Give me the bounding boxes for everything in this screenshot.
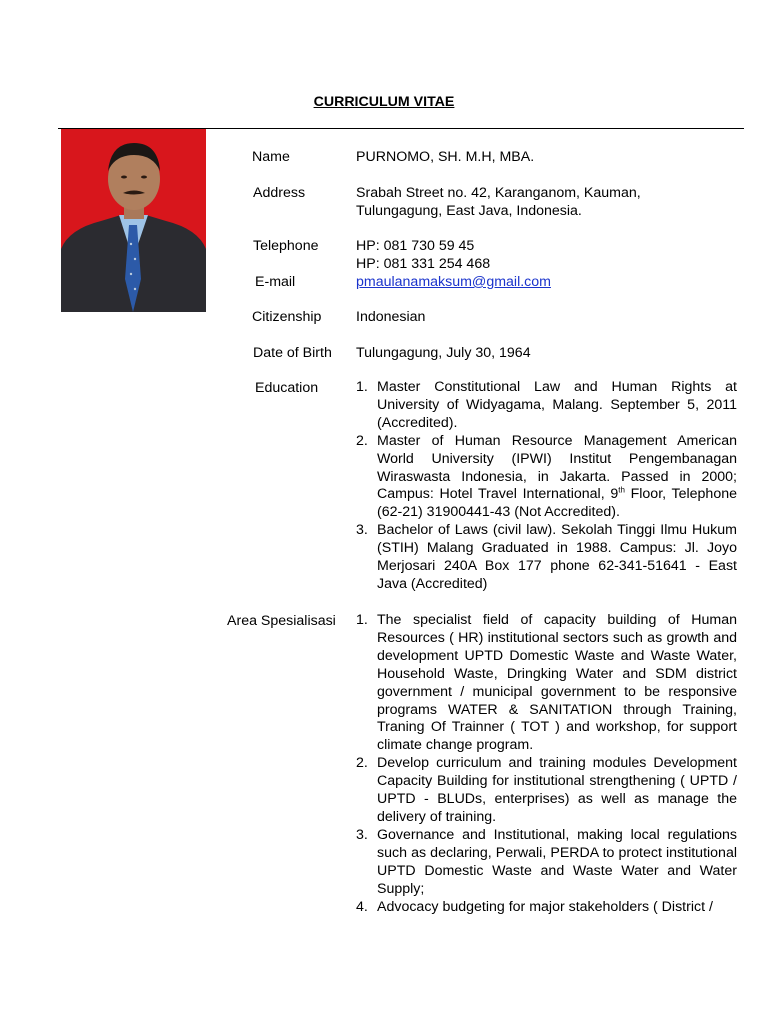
specialization-item-text: Governance and Institutional, making local regulations such as declaring, Perwali, PERDA to protect institutional UPTD Domestic Waste and Waste Water and Water Supply;	[377, 826, 737, 897]
specialization-item	[356, 612, 737, 755]
list-number: 4.	[356, 898, 368, 915]
specialization-list	[356, 612, 737, 916]
education-item	[356, 522, 737, 594]
dob-value: Tulungagung, July 30, 1964	[356, 345, 531, 361]
superscript: th	[618, 485, 625, 495]
document-title: CURRICULUM VITAE	[313, 94, 455, 110]
specialization-item-text: The specialist field of capacity building of Human Resources ( HR) institutional sectors such as growth and development UPTD Domestic Waste and Waste Water, Household Waste, Dringking Water and SDM district government / municipal government to be responsive programs WATER & SANITATION through Training, Traning Of Trainner ( TOT ) and workshop, for support climate change program.	[377, 612, 737, 754]
specialization-item	[356, 827, 737, 899]
name-label: Name	[252, 149, 290, 165]
address-line-2: Tulungagung, East Java, Indonesia.	[356, 203, 582, 219]
education-label: Education	[255, 380, 319, 396]
name-value: PURNOMO, SH. M.H, MBA.	[356, 149, 535, 165]
address-label: Address	[253, 185, 306, 201]
specialization-item	[356, 755, 737, 827]
email-label: E-mail	[255, 274, 296, 290]
specialization-item	[356, 899, 737, 917]
email-link[interactable]: pmaulanamaksum@gmail.com	[356, 274, 551, 290]
specialization-item-text: Advocacy budgeting for major stakeholders ( District /	[377, 898, 713, 915]
education-item-text: Master Constitutional Law and Human Rights at University of Widyagama, Malang. September 5, 2011 (Accredited).	[377, 379, 737, 431]
list-number: 3.	[356, 826, 368, 843]
person-portrait-icon	[61, 129, 206, 312]
education-item-text-cont: Floor, Telephone (62-21) 31900441-43 (Not Accredited).	[377, 486, 737, 521]
education-item	[356, 433, 737, 523]
profile-photo	[61, 129, 206, 312]
telephone-line-1: HP: 081 730 59 45	[356, 238, 475, 254]
list-number: 2.	[356, 755, 368, 772]
citizenship-value: Indonesian	[356, 309, 426, 325]
specialization-item-text: Develop curriculum and training modules Development Capacity Building for institutional strengthening ( UPTD / UPTD - BLUDs, enterprises) as well as manage the delivery of training.	[377, 755, 737, 825]
citizenship-label: Citizenship	[252, 309, 322, 325]
telephone-label: Telephone	[253, 238, 319, 254]
education-list	[356, 379, 737, 594]
dob-label: Date of Birth	[253, 345, 332, 361]
list-number: 1.	[356, 379, 368, 395]
list-number: 1.	[356, 612, 368, 628]
list-number: 2.	[356, 432, 368, 449]
specialization-label: Area Spesialisasi	[227, 613, 336, 629]
address-line-1: Srabah Street no. 42, Karanganom, Kauman,	[356, 185, 641, 201]
list-number: 3.	[356, 522, 368, 539]
education-item	[356, 379, 737, 433]
education-item-text: Master of Human Resource Management American World University (IPWI) Institut Pengembanagan Wiraswasta Indonesia, in Jakarta. Passed in 2000; Campus: Hotel Travel International, 9	[377, 432, 737, 503]
telephone-line-2: HP: 081 331 254 468	[356, 256, 491, 272]
education-item-text: Bachelor of Laws (civil law). Sekolah Tinggi Ilmu Hukum (STIH) Malang Graduated in 1988. Campus: Jl. Joyo Merjosari 240A Box 177 phone 62-341-51641 - East Java (Accredited)	[377, 522, 737, 592]
